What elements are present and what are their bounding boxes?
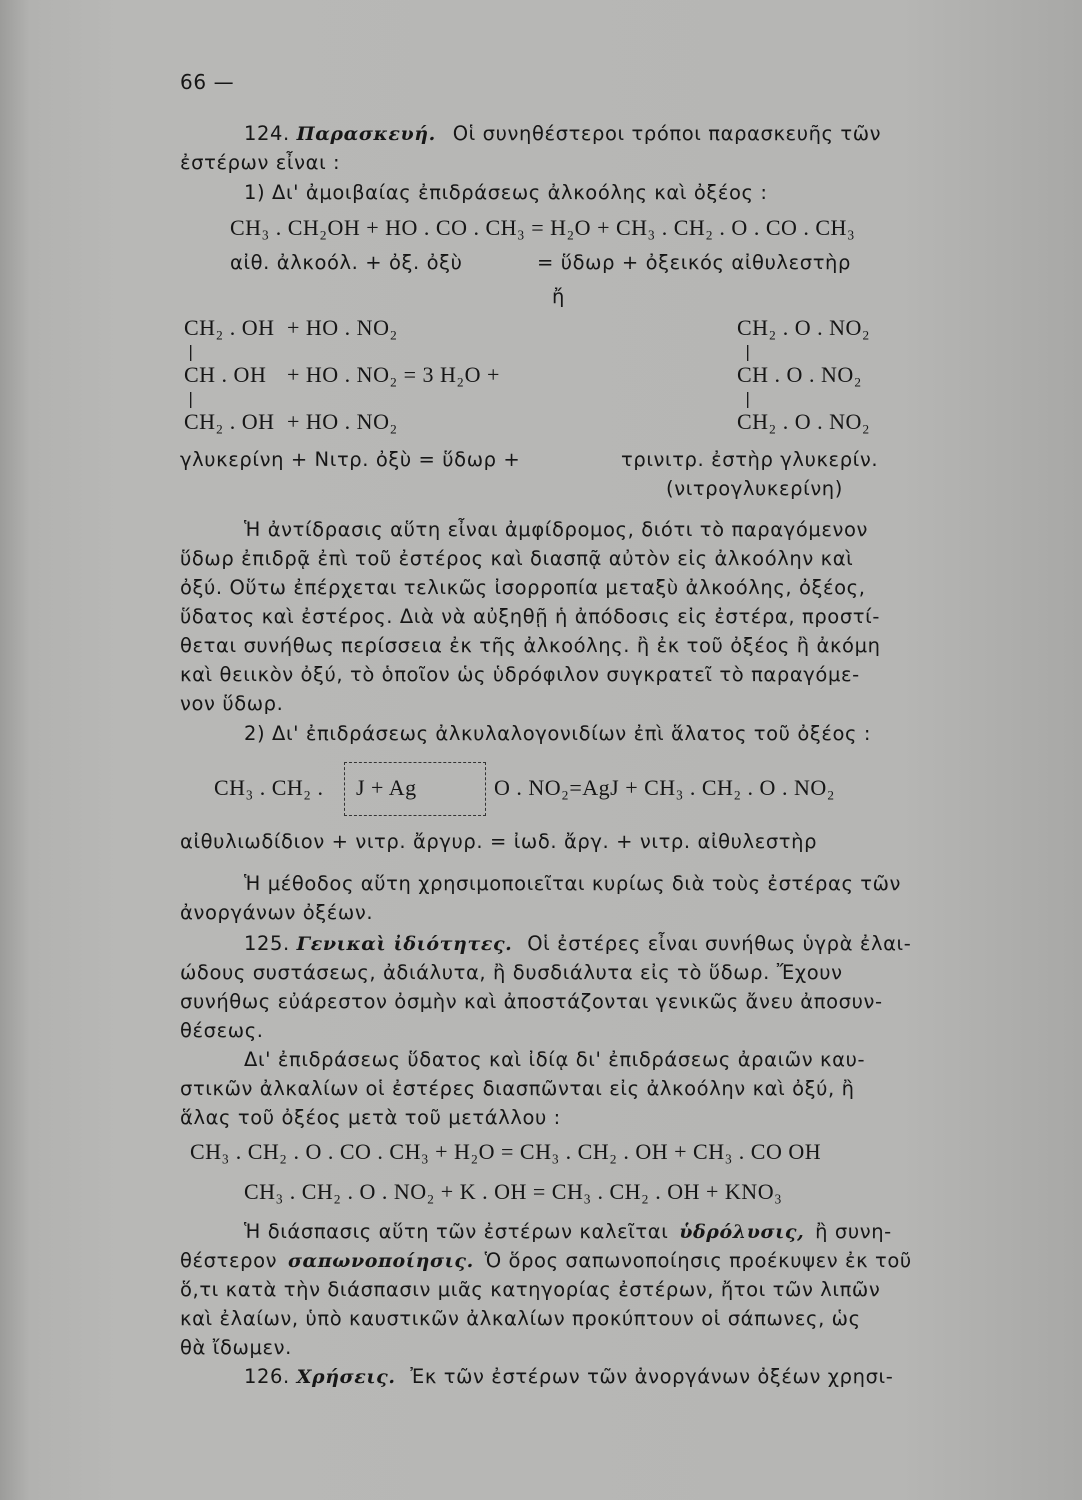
section-title: Γενικαὶ ἰδιότητες. [296, 933, 513, 955]
glycerine-words-left: γλυκερίνη + Νιτρ. ὀξὺ = ὕδωρ + [180, 448, 521, 471]
glycerine-words-right: τρινιτρ. ἐστὴρ γλυκερίν. [621, 448, 879, 471]
glycerine-words-right-2: (νιτρογλυκερίνη) [666, 477, 843, 500]
paragraph-line: ὅ,τι κατὰ τὴν διάσπασιν μιᾶς κατηγορίας ἐστέρων, ἤτοι τῶν λιπῶν [180, 1278, 881, 1301]
paragraph-line: ὀξύ. Οὕτω ἐπέρχεται τελικῶς ἰσορροπία μεταξὺ ἀλκοόλης, ὀξέος, [180, 576, 866, 599]
bond-line: | [745, 342, 751, 361]
paragraph-line: Ἡ μέθοδος αὕτη χρησιμοποιεῖται κυρίως διὰ τοὺς ἐστέρας τῶν [244, 872, 902, 895]
text-run: Ἡ διάσπασις αὕτη τῶν ἐστέρων καλεῖται [244, 1220, 669, 1243]
equation-2-left: CH₃ . CH₂ . [214, 775, 324, 800]
method-2: 2) Δι' ἐπιδράσεως ἀλκυλαλογονιδίων ἐπὶ ἅλατος τοῦ ὀξέος : [244, 722, 872, 745]
page-number: 66 — [180, 70, 235, 94]
paragraph-line: καὶ ἐλαίων, ὑπὸ καυστικῶν ἀλκαλίων προκύπτουν οἱ σάπωνες, ὡς [180, 1307, 861, 1330]
section-title: Χρήσεις. [296, 1366, 396, 1388]
equation-1: CH₃ . CH₂OH + HO . CO . CH₃ = H₂O + CH₃ . CH₂ . O . CO . CH₃ [230, 215, 856, 240]
text-line: ἐστέρων εἶναι : [180, 151, 341, 174]
section-number: 125. [244, 932, 290, 955]
paragraph-line: θέσεως. [180, 1019, 264, 1042]
paragraph-line: Δι' ἐπιδράσεως ὕδατος καὶ ἰδίᾳ δι' ἐπιδράσεως ἀραιῶν καυ- [244, 1048, 866, 1071]
section-126-heading [244, 1365, 893, 1388]
paragraph-line: στικῶν ἀλκαλίων οἱ ἐστέρες διασπῶνται εἰς ἀλκοόλην καὶ ὀξύ, ἢ [180, 1077, 855, 1100]
glycerine-row-2-left: CH . OH [184, 362, 267, 387]
glycerine-row-1-left: CH₂ . OH [184, 315, 275, 340]
equation-4: CH₃ . CH₂ . O . NO₂ + K . OH = CH₃ . CH₂ . OH + KNO₃ [244, 1179, 783, 1204]
glycerine-row-1-right: CH₂ . O . NO₂ [737, 315, 871, 340]
term-hydrolysis: ὑδρόλυσις, [679, 1221, 805, 1243]
equation-2-boxed: J + Ag [356, 775, 417, 800]
method-1: 1) Δι' ἀμοιβαίας ἐπιδράσεως ἀλκοόλης καὶ ὀξέος : [244, 181, 768, 204]
paragraph-line: νον ὕδωρ. [180, 692, 284, 715]
bond-line: | [745, 389, 751, 408]
paragraph-line: θεται συνήθως περίσσεια ἐκ τῆς ἀλκοόλης. ἢ ἐκ τοῦ ὀξέος ἢ ἀκόμη [180, 634, 881, 657]
paragraph-line [180, 1249, 912, 1272]
glycerine-row-2-mid: + HO . NO₂ = 3 H₂O + [287, 362, 500, 387]
text-run: Ὁ ὅρος σαπωνοποίησις προέκυψεν ἐκ τοῦ [484, 1249, 912, 1272]
equation-1-words-right: = ὕδωρ + ὀξεικός αἰθυλεστὴρ [537, 251, 851, 274]
or-word: ἤ [552, 285, 565, 308]
section-number: 126. [244, 1365, 290, 1388]
paragraph-line: ώδους συστάσεως, ἀδιάλυτα, ἢ δυσδιάλυτα εἰς τὸ ὕδωρ. Ἔχουν [180, 961, 843, 984]
paragraph-line: ἅλας τοῦ ὀξέος μετὰ τοῦ μετάλλου : [180, 1106, 561, 1129]
heading-text: Ἐκ τῶν ἐστέρων τῶν ἀνοργάνων ὀξέων χρησι- [410, 1365, 894, 1388]
text-run: ἢ συνη- [815, 1220, 892, 1243]
equation-2-words: αἰθυλιωδίδιον + νιτρ. ἄργυρ. = ἰωδ. ἄργ. + νιτρ. αἰθυλεστὴρ [180, 830, 818, 853]
paragraph-line: καὶ θειικὸν ὀξύ, τὸ ὁποῖον ὡς ὑδρόφιλον συγκρατεῖ τὸ παραγόμε- [180, 663, 860, 686]
paragraph-line [244, 1220, 892, 1243]
glycerine-row-2-right: CH . O . NO₂ [737, 362, 862, 387]
paragraph-line: ὕδωρ ἐπιδρᾷ ἐπὶ τοῦ ἐστέρος καὶ διασπᾷ αὐτὸν εἰς ἀλκοόλην καὶ [180, 547, 854, 570]
paragraph-line: συνήθως εὐάρεστον ὀσμὴν καὶ ἀποστάζονται γενικῶς ἄνευ ἀποσυν- [180, 990, 883, 1013]
section-number: 124. [244, 122, 290, 145]
paragraph-line: ὕδατος καὶ ἐστέρος. Διὰ νὰ αὐξηθῇ ἡ ἀπόδοσις εἰς ἐστέρα, προστί- [180, 605, 880, 628]
paragraph-line: ἀνοργάνων ὀξέων. [180, 901, 374, 924]
section-124-heading [244, 122, 881, 145]
section-title: Παρασκευή. [296, 123, 436, 145]
paragraph-line: Ἡ ἀντίδρασις αὕτη εἶναι ἀμφίδρομος, διότι τὸ παραγόμενον [244, 518, 869, 541]
glycerine-row-3-right: CH₂ . O . NO₂ [737, 409, 871, 434]
equation-3: CH₃ . CH₂ . O . CO . CH₃ + H₂O = CH₃ . CH₂ . OH + CH₃ . CO OH [190, 1139, 822, 1164]
paragraph-line: θὰ ἴδωμεν. [180, 1336, 292, 1359]
heading-text: Οἱ συνηθέστεροι τρόποι παρασκευῆς τῶν [452, 122, 882, 145]
bond-line: | [188, 389, 194, 408]
section-125-heading [244, 932, 911, 955]
term-saponification: σαπωνοποίησις. [287, 1250, 474, 1272]
equation-1-words-left: αἰθ. ἀλκοόλ. + ὀξ. ὀξὺ [230, 251, 463, 274]
bond-line: | [188, 342, 194, 361]
equation-2-right: O . NO₂=AgJ + CH₃ . CH₂ . O . NO₂ [494, 775, 835, 800]
glycerine-row-3-mid: + HO . NO₂ [287, 409, 398, 434]
glycerine-row-1-mid: + HO . NO₂ [287, 315, 398, 340]
glycerine-row-3-left: CH₂ . OH [184, 409, 275, 434]
text-run: θέστερον [180, 1249, 278, 1272]
heading-text: Οἱ ἐστέρες εἶναι συνήθως ὑγρὰ ἐλαι- [527, 932, 912, 955]
